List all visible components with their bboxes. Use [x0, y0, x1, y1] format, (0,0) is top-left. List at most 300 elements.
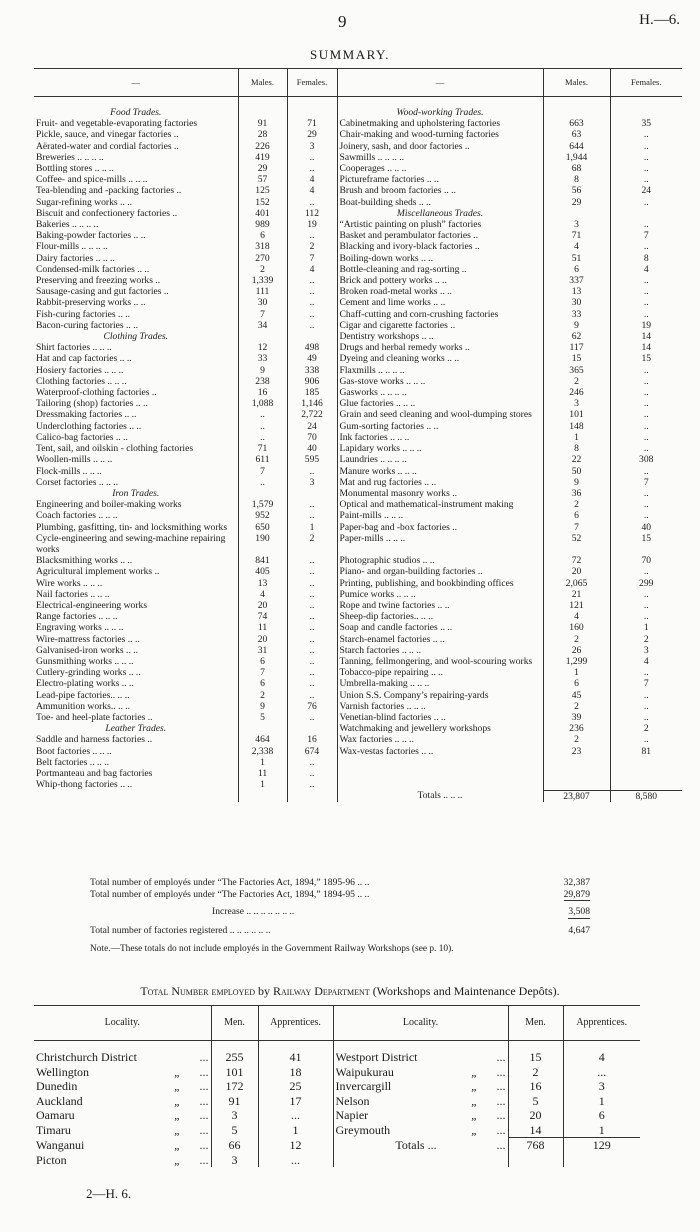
locality-cell [34, 1041, 211, 1065]
females-count: .. [287, 286, 337, 297]
females-count: .. [287, 634, 337, 645]
leader-dots: ... [199, 1064, 209, 1079]
males-count: 3 [543, 219, 610, 230]
apprentices-count: 18 [258, 1065, 333, 1080]
industry-name: Blacking and ivory-black factories .. [337, 241, 543, 252]
females-count: 19 [287, 219, 337, 230]
industry-name: Grain and seed cleaning and wool-dumping stores [337, 409, 543, 420]
note: Note.—These totals do not include employés in the Government Railway Workshops (see p. 10). [90, 944, 454, 954]
apprentices-count: 25 [258, 1079, 333, 1094]
industry-name: Umbrella-making .. .. .. [337, 678, 543, 689]
industry-name: Wax factories .. .. .. [337, 734, 543, 745]
females-count: 19 [610, 320, 682, 331]
females-count: .. [610, 611, 682, 622]
factory-totals [90, 877, 590, 936]
table-row [34, 197, 682, 208]
males-count: 611 [238, 454, 287, 465]
industry-name: Shirt factories .. .. .. [36, 342, 112, 354]
females-count: 71 [287, 118, 337, 129]
industry-name: Cutlery-grinding works .. .. [36, 667, 141, 679]
males-count: 13 [543, 286, 610, 297]
males-count: 52 [543, 533, 610, 555]
males-count: 236 [543, 723, 610, 734]
females-count: 70 [610, 555, 682, 566]
industry-name: Printing, publishing, and bookbinding offices [337, 578, 543, 589]
females-count: 35 [610, 118, 682, 129]
females-count: 16 [287, 734, 337, 745]
table-row [34, 97, 682, 119]
col-apprentices-right: Apprentices. [563, 1006, 640, 1041]
ditto-mark: „ [471, 1108, 478, 1122]
railway-title-part: Railway Department [273, 984, 370, 998]
males-count: .. [238, 432, 287, 443]
total-label: Total number of employés under “The Factories Act, 1894,” 1895-96 .. .. [90, 877, 370, 888]
females-count: .. [287, 555, 337, 566]
table-row [34, 365, 682, 376]
table-row [34, 118, 682, 129]
industry-name: Boat-building sheds .. .. [337, 197, 543, 208]
table-row [34, 578, 682, 589]
locality-name: Nelson [335, 1093, 370, 1108]
females-count: .. [287, 197, 337, 208]
table-row [34, 634, 682, 645]
table-row [34, 622, 682, 633]
railway-title-part: Total Number employed [140, 984, 255, 998]
table-row [34, 611, 682, 622]
empty-cell [287, 488, 337, 499]
industry-name: Flock-mills .. .. .. [36, 465, 102, 477]
females-count: 595 [287, 454, 337, 465]
section-heading: Clothing Trades. [103, 331, 168, 343]
locality-name: Napier [335, 1108, 369, 1122]
females-count: .. [287, 645, 337, 656]
col-females-right: Females. [610, 69, 682, 97]
empty-cell [337, 779, 543, 790]
table-row [34, 566, 682, 577]
industry-name: Pickle, sauce, and vinegar factories .. [36, 129, 179, 141]
males-count: 29 [543, 197, 610, 208]
industry-name: Flour-mills .. .. .. .. [36, 241, 108, 253]
industry-name: Dentistry workshops .. .. [337, 331, 543, 342]
females-count: .. [287, 309, 337, 320]
industry-name: Electro-plating works .. .. [36, 678, 134, 690]
total-1895-96 [90, 877, 590, 889]
males-count: 841 [238, 555, 287, 566]
males-count: 101 [543, 409, 610, 420]
industry-name: Varnish factories .. .. .. [337, 701, 543, 712]
males-count: 1,339 [238, 275, 287, 286]
increase-value: 3,508 [568, 906, 590, 917]
locality-name: Waipukurau [335, 1064, 394, 1079]
empty-cell [543, 768, 610, 779]
females-count: .. [610, 398, 682, 409]
females-count: 4 [610, 656, 682, 667]
table-row [34, 510, 682, 521]
table-row [34, 432, 682, 443]
col-males-left: Males. [238, 69, 287, 97]
industry-name: Gas-stove works .. .. .. [337, 376, 543, 387]
males-count: 4 [543, 611, 610, 622]
industry-name: Joinery, sash, and door factories .. [337, 141, 543, 152]
table-row [34, 712, 682, 723]
industry-name: Hosiery factories .. .. .. [36, 364, 124, 376]
empty-cell [238, 723, 287, 734]
men-count: 14 [508, 1123, 563, 1138]
females-count: 185 [287, 387, 337, 398]
locality-cell [333, 1079, 508, 1094]
table-row [34, 409, 682, 420]
industry-name: Ammunition works.. .. .. [36, 700, 131, 712]
industry-name: Starch-enamel factories .. .. [337, 634, 543, 645]
railway-title-part: (Workshops and Maintenance Depôts). [372, 984, 560, 998]
table-row [34, 241, 682, 252]
industry-name: Tea-blending and -packing factories .. [36, 185, 182, 197]
females-count: .. [287, 152, 337, 163]
section-heading: Wood-working Trades. [337, 97, 543, 119]
industry-name: Tanning, fellmongering, and wool-scouring works [337, 656, 543, 667]
locality-cell [34, 1065, 211, 1080]
females-count: .. [610, 421, 682, 432]
industry-name: Dressmaking factories .. .. [36, 409, 137, 421]
apprentices-count: 41 [258, 1041, 333, 1065]
males-count: 121 [543, 600, 610, 611]
totals-cell [333, 1138, 508, 1153]
females-count: .. [287, 622, 337, 633]
ditto-mark: „ [174, 1122, 181, 1137]
table-row [34, 185, 682, 196]
males-count: 20 [238, 600, 287, 611]
men-count: 101 [211, 1065, 258, 1080]
males-count: 190 [238, 533, 287, 555]
females-count: 308 [610, 454, 682, 465]
females-count: .. [287, 600, 337, 611]
females-count: .. [287, 466, 337, 477]
locality-name: Dunedin [36, 1079, 78, 1093]
females-count: .. [610, 589, 682, 600]
males-count: 4 [543, 241, 610, 252]
females-count: .. [287, 320, 337, 331]
males-count: 989 [238, 219, 287, 230]
industry-name: Ink factories .. .. .. [337, 432, 543, 443]
industry-name: Cement and lime works .. .. [337, 297, 543, 308]
totals-label: Totals ... [395, 1137, 437, 1152]
locality-name: Westport District [335, 1050, 418, 1064]
females-count: .. [287, 566, 337, 577]
females-count: 76 [287, 701, 337, 712]
industry-name: Cigar and cigarette factories .. [337, 320, 543, 331]
females-count: 498 [287, 342, 337, 353]
males-count: 111 [238, 286, 287, 297]
industry-name: Chaff-cutting and corn-crushing factories [337, 309, 543, 320]
females-count: .. [287, 667, 337, 678]
leader-dots: ... [199, 1050, 209, 1064]
empty-cell [287, 97, 337, 119]
males-count: 2,338 [238, 746, 287, 757]
males-count: 117 [543, 342, 610, 353]
industry-name: Range factories .. .. .. [36, 611, 118, 623]
females-count: .. [610, 297, 682, 308]
table-row [34, 454, 682, 465]
industry-name: Calico-bag factories .. .. [36, 431, 128, 443]
section-heading: Leather Trades. [105, 723, 167, 735]
increase-row [90, 906, 590, 918]
females-count: 2 [610, 723, 682, 734]
locality-name: Timaru [36, 1122, 71, 1137]
locality-cell [333, 1094, 508, 1109]
industry-name: Saddle and harness factories .. [36, 734, 153, 746]
industry-name: Wire works .. .. .. [36, 577, 103, 589]
males-count: 72 [543, 555, 610, 566]
table-row [34, 331, 682, 342]
industry-name: Chair-making and wood-turning factories [337, 129, 543, 140]
males-count: 6 [238, 678, 287, 689]
males-count: 23 [543, 746, 610, 757]
table-row [34, 1094, 640, 1109]
table-row [34, 1065, 640, 1080]
males-count: 405 [238, 566, 287, 577]
males-count: 1 [238, 757, 287, 768]
males-count: 650 [238, 522, 287, 533]
industry-name: Bacon-curing factories .. .. [36, 319, 139, 331]
females-count: .. [287, 690, 337, 701]
ditto-mark: „ [174, 1137, 181, 1152]
males-count: 6 [543, 264, 610, 275]
table-row [34, 477, 682, 488]
females-count: .. [610, 466, 682, 477]
empty-cell [543, 779, 610, 790]
males-count: 6 [238, 656, 287, 667]
table-row [34, 443, 682, 454]
industry-name: Rope and twine factories .. .. [337, 600, 543, 611]
males-count: 7 [238, 667, 287, 678]
table-row [34, 1079, 640, 1094]
table-row [34, 353, 682, 364]
industry-name: Corset factories .. .. .. [36, 476, 119, 488]
males-count: 952 [238, 510, 287, 521]
industry-name: Agricultural implement works .. [36, 566, 160, 578]
col-men-right: Men. [508, 1006, 563, 1041]
males-count: 28 [238, 129, 287, 140]
leader-dots: ... [496, 1122, 506, 1137]
locality-cell [34, 1138, 211, 1153]
males-count: 9 [238, 701, 287, 712]
industry-name: Waterproof-clothing factories .. [36, 387, 157, 399]
table-row [34, 1123, 640, 1138]
males-count: 1 [543, 667, 610, 678]
industry-name: Biscuit and confectionery factories .. [36, 207, 178, 219]
table-row [34, 678, 682, 689]
table-row [34, 230, 682, 241]
males-count: 226 [238, 141, 287, 152]
industry-name: Coach factories .. .. .. [36, 510, 118, 522]
females-count: 29 [287, 129, 337, 140]
industry-name: Wire-mattress factories .. .. [36, 633, 140, 645]
industry-name: Glue factories .. .. .. [337, 398, 543, 409]
men-count: 5 [508, 1094, 563, 1109]
leader-dots: ... [496, 1079, 506, 1093]
males-count: 246 [543, 387, 610, 398]
males-count: 1,579 [238, 499, 287, 510]
men-count: 3 [211, 1108, 258, 1123]
industry-name: Toe- and heel-plate factories .. [36, 711, 153, 723]
females-count: .. [287, 499, 337, 510]
females-count: .. [610, 488, 682, 499]
col-females-left: Females. [287, 69, 337, 97]
females-count: .. [610, 443, 682, 454]
total-value: 4,647 [568, 924, 590, 936]
table-row [34, 533, 682, 555]
males-count: 51 [543, 253, 610, 264]
col-apprentices-left: Apprentices. [258, 1006, 333, 1041]
males-count: 1 [543, 432, 610, 443]
leader-dots: ... [496, 1108, 506, 1122]
males-count: 6 [543, 678, 610, 689]
males-count: 22 [543, 454, 610, 465]
females-count: .. [610, 376, 682, 387]
males-count: .. [238, 421, 287, 432]
locality-name: Wellington [36, 1064, 90, 1079]
apprentices-count: 6 [563, 1108, 640, 1123]
table-row [34, 286, 682, 297]
industry-name: Lapidary works .. .. .. [337, 443, 543, 454]
industry-name: Bakeries .. .. .. .. [36, 219, 99, 231]
totals-row [34, 790, 682, 802]
males-count: 33 [238, 353, 287, 364]
males-count: 71 [238, 443, 287, 454]
industry-name: Flaxmills .. .. .. .. [337, 365, 543, 376]
females-count: 24 [610, 185, 682, 196]
table-row [34, 1138, 640, 1153]
industry-name: Paper-bag and -box factories .. [337, 522, 543, 533]
males-count: 9 [543, 320, 610, 331]
table-row [34, 746, 682, 757]
males-count: 7 [238, 309, 287, 320]
empty-cell [610, 768, 682, 779]
females-count: .. [610, 174, 682, 185]
industry-name: Sawmills .. .. .. .. [337, 152, 543, 163]
empty-cell [610, 97, 682, 119]
leader-dots: ... [496, 1137, 506, 1152]
females-count: 4 [287, 185, 337, 196]
males-count: .. [238, 409, 287, 420]
ditto-mark: „ [174, 1108, 181, 1122]
empty-cell [563, 1153, 640, 1168]
industry-name: Engineering and boiler-making works [36, 499, 182, 511]
females-count: 4 [287, 174, 337, 185]
table-row [34, 376, 682, 387]
empty-cell [610, 208, 682, 219]
ditto-mark: „ [471, 1093, 478, 1108]
females-count: .. [287, 779, 337, 790]
industry-name: Dairy factories .. .. .. [36, 252, 115, 264]
table-row [34, 466, 682, 477]
industry-name: Wax-vestas factories .. .. [337, 746, 543, 757]
table-row [34, 275, 682, 286]
table-row [34, 163, 682, 174]
section-heading: Food Trades. [110, 107, 162, 118]
table-row [34, 174, 682, 185]
document-reference: H.—6. [639, 12, 680, 28]
table-row [34, 701, 682, 712]
males-count: 2 [543, 634, 610, 645]
males-count: 26 [543, 645, 610, 656]
females-count: 1 [287, 522, 337, 533]
industry-name: Boot factories .. .. .. [36, 745, 112, 757]
females-count: 15 [610, 353, 682, 364]
males-count: 644 [543, 141, 610, 152]
page-footer: 2—H. 6. [86, 1186, 132, 1201]
empty-cell [337, 757, 543, 768]
locality-cell [34, 1153, 211, 1168]
table-row [34, 1153, 640, 1168]
men-count: 91 [211, 1094, 258, 1109]
industry-name: Galvanised-iron works .. .. [36, 644, 139, 656]
females-count: .. [610, 219, 682, 230]
industry-name: Basket and perambulator factories .. [337, 230, 543, 241]
increase-label: Increase .. .. .. .. .. .. .. [212, 906, 295, 917]
females-count: .. [287, 611, 337, 622]
table-row [34, 398, 682, 409]
females-count: .. [610, 197, 682, 208]
table-row [34, 320, 682, 331]
females-count: 2 [610, 634, 682, 645]
males-count: 21 [543, 589, 610, 600]
males-count: 464 [238, 734, 287, 745]
industry-name: Engraving works .. .. .. [36, 622, 124, 634]
industry-name: Manure works .. .. .. [337, 466, 543, 477]
males-count: 337 [543, 275, 610, 286]
females-count: .. [287, 656, 337, 667]
table-row [34, 522, 682, 533]
table-row [34, 656, 682, 667]
females-count: .. [610, 152, 682, 163]
locality-name: Wanganui [36, 1137, 85, 1152]
females-count: .. [610, 712, 682, 723]
females-count: 14 [610, 331, 682, 342]
females-count: .. [287, 757, 337, 768]
females-count: .. [610, 510, 682, 521]
industry-name: Venetian-blind factories .. .. [337, 712, 543, 723]
females-count: 15 [610, 533, 682, 555]
males-count: 318 [238, 241, 287, 252]
females-count: .. [610, 499, 682, 510]
females-count: .. [610, 163, 682, 174]
females-count: .. [287, 712, 337, 723]
males-count: 11 [238, 622, 287, 633]
table-row [34, 589, 682, 600]
leader-dots: ... [199, 1108, 209, 1122]
empty-cell [543, 97, 610, 119]
females-count: .. [287, 230, 337, 241]
males-count: 68 [543, 163, 610, 174]
col-industry-left: — [34, 69, 238, 97]
col-industry-right: — [337, 69, 543, 97]
empty-cell [610, 779, 682, 790]
apprentices-count: ... [563, 1065, 640, 1080]
males-count: 2 [543, 499, 610, 510]
section-heading: Iron Trades. [112, 487, 160, 499]
males-count: 11 [238, 768, 287, 779]
industry-name: Lead-pipe factories.. .. .. [36, 689, 130, 701]
females-count: 7 [610, 678, 682, 689]
females-count: 70 [287, 432, 337, 443]
industry-name: Gasworks .. .. .. .. [337, 387, 543, 398]
industry-name: “Artistic painting on plush” factories [337, 219, 543, 230]
females-count: 7 [610, 477, 682, 488]
table-row [34, 645, 682, 656]
table-row [34, 141, 682, 152]
industry-name: Tobacco-pipe repairing .. .. [337, 667, 543, 678]
